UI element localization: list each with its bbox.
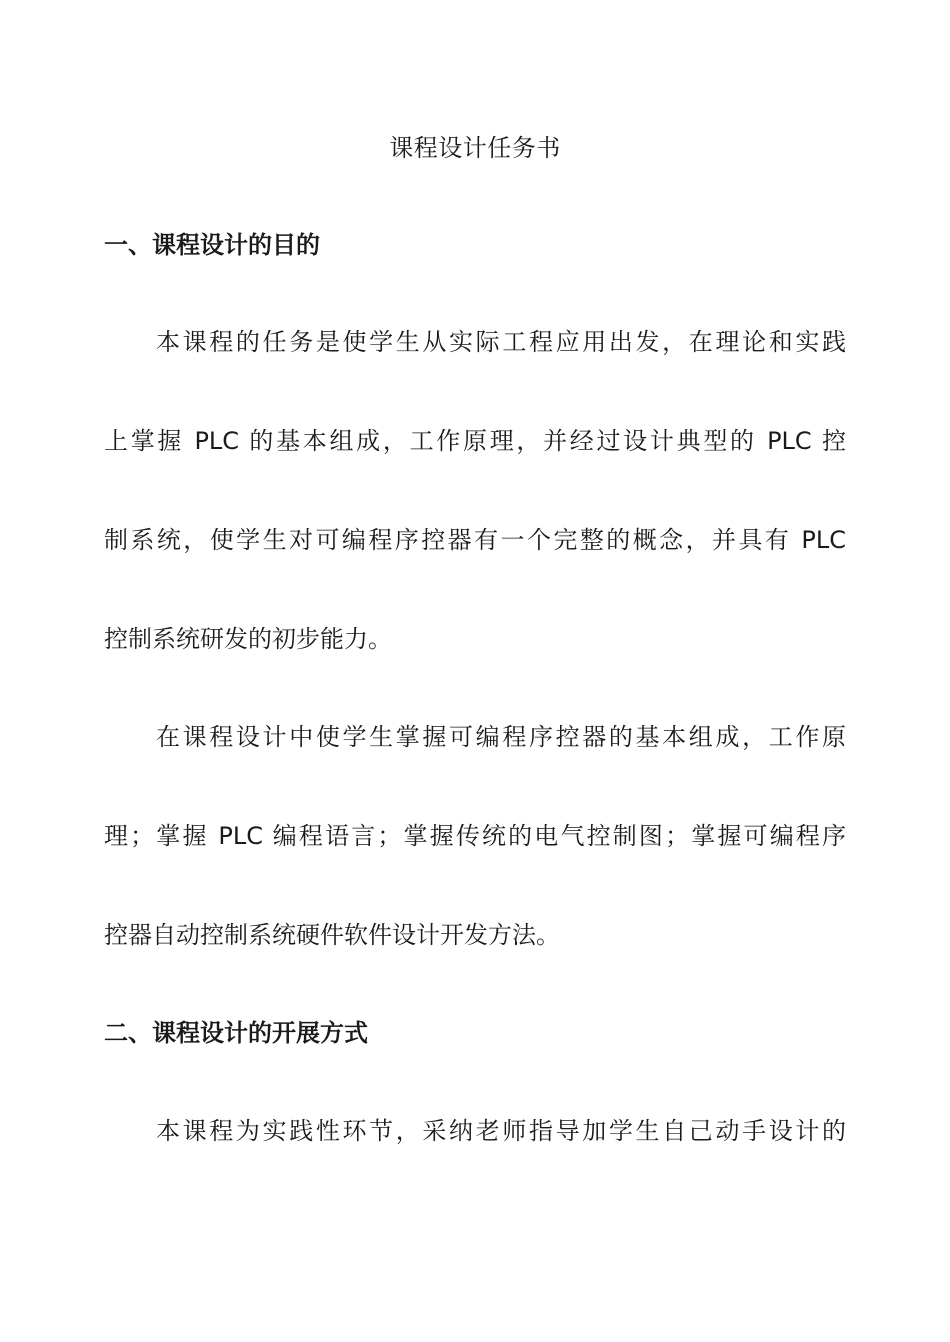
paragraph-line: 在课程设计中使学生掌握可编程序控器的基本组成，工作原 [156,723,846,751]
section-heading-purpose: 一、课程设计的目的 [104,231,320,259]
paragraph-line: 制系统，使学生对可编程序控器有一个完整的概念，并具有 PLC [104,526,846,554]
paragraph-line: 本课程为实践性环节，采纳老师指导加学生自己动手设计的 [156,1117,846,1145]
paragraph-line: 本课程的任务是使学生从实际工程应用出发，在理论和实践 [156,328,846,356]
paragraph-line: 理；掌握 PLC 编程语言；掌握传统的电气控制图；掌握可编程序 [104,822,846,850]
paragraph-line: 控制系统研发的初步能力。 [104,625,392,653]
paragraph-line: 控器自动控制系统硬件软件设计开发方法。 [104,921,560,949]
section-heading-method: 二、课程设计的开展方式 [104,1019,368,1047]
paragraph-line: 上掌握 PLC 的基本组成，工作原理，并经过设计典型的 PLC 控 [104,427,846,455]
document-title: 课程设计任务书 [389,134,561,162]
